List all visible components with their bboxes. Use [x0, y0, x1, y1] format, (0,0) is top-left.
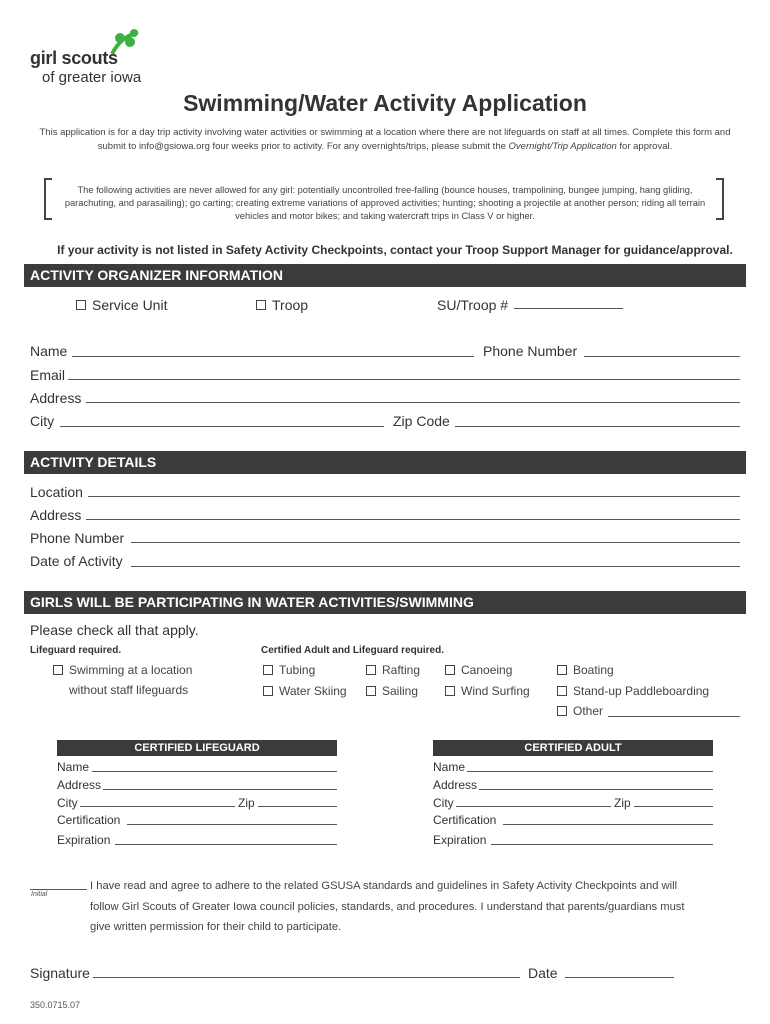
adult-address-label: Address — [433, 778, 478, 792]
organizer-zip-label: Zip Code — [393, 413, 450, 429]
details-address-label: Address — [30, 507, 82, 523]
boating-option[interactable]: Boating — [557, 663, 614, 677]
contact-note: If your activity is not listed in Safety Activity Checkpoints, contact your Troop Support Manager for guidance/approval. — [57, 243, 733, 257]
organizer-address-field[interactable] — [86, 402, 740, 403]
organizer-zip-field[interactable] — [455, 426, 740, 427]
sailing-option[interactable]: Sailing — [366, 684, 418, 698]
lifeguard-expiration-field[interactable] — [115, 844, 337, 845]
swimming-option[interactable]: Swimming at a location — [53, 663, 192, 677]
form-number: 350.0715.07 — [30, 1000, 81, 1010]
signature-label: Signature — [30, 965, 90, 981]
agreement-line2: follow Girl Scouts of Greater Iowa council policies, standards, and procedures. I understand that parents/guardians must — [90, 901, 685, 913]
tubing-option[interactable]: Tubing — [263, 663, 315, 677]
adult-certification-field[interactable] — [503, 824, 713, 825]
agreement-line1: I have read and agree to adhere to the related GSUSA standards and guidelines in Safety Activity Checkpoints and will — [90, 880, 678, 892]
lifeguard-certification-field[interactable] — [127, 824, 337, 825]
signature-field[interactable] — [93, 977, 520, 978]
organizer-city-label: City — [30, 413, 55, 429]
service-unit-checkbox[interactable] — [76, 300, 86, 310]
swimming-option-line2: without staff lifeguards — [69, 683, 189, 697]
organizer-address-label: Address — [30, 390, 82, 406]
organizer-name-field[interactable] — [72, 356, 474, 357]
adult-city-label: City — [433, 796, 454, 810]
lifeguard-city-label: City — [57, 796, 78, 810]
su-troop-field[interactable] — [514, 308, 623, 309]
lifeguard-expiration-label: Expiration — [57, 833, 111, 847]
sailing-checkbox[interactable] — [366, 686, 376, 696]
certified-required-heading: Certified Adult and Lifeguard required. — [261, 645, 444, 656]
notice-bracket-left — [44, 178, 52, 220]
troop-checkbox[interactable] — [256, 300, 266, 310]
water-skiing-option[interactable]: Water Skiing — [263, 684, 347, 698]
logo-line2: of greater iowa — [42, 69, 142, 86]
canoeing-checkbox[interactable] — [445, 665, 455, 675]
rafting-option[interactable]: Rafting — [366, 663, 420, 677]
agreement-line3: give written permission for their child to participate. — [90, 921, 342, 933]
adult-expiration-label: Expiration — [433, 833, 487, 847]
certified-lifeguard-header: CERTIFIED LIFEGUARD — [57, 740, 337, 756]
adult-name-label: Name — [433, 760, 466, 774]
wind-surfing-checkbox[interactable] — [445, 686, 455, 696]
details-address-field[interactable] — [86, 519, 740, 520]
date-label: Date — [528, 965, 558, 981]
lifeguard-city-field[interactable] — [80, 806, 235, 807]
tubing-checkbox[interactable] — [263, 665, 273, 675]
details-section-header: ACTIVITY DETAILS — [24, 451, 746, 474]
su-troop-label: SU/Troop # — [437, 297, 509, 313]
organizer-city-field[interactable] — [60, 426, 384, 427]
details-location-field[interactable] — [88, 496, 740, 497]
initial-field[interactable] — [30, 889, 87, 890]
wind-surfing-option[interactable]: Wind Surfing — [445, 684, 530, 698]
logo-line1: girl scouts — [30, 48, 118, 68]
lifeguard-name-field[interactable] — [92, 771, 337, 772]
organizer-name-label: Name — [30, 343, 68, 359]
swimming-checkbox[interactable] — [53, 665, 63, 675]
organizer-email-field[interactable] — [68, 379, 740, 380]
lifeguard-certification-label: Certification — [57, 813, 121, 827]
details-date-label: Date of Activity — [30, 553, 123, 569]
girls-section-header: GIRLS WILL BE PARTICIPATING IN WATER ACTIVITIES/SWIMMING — [24, 591, 746, 614]
notice-text: The following activities are never allowed for any girl: potentially uncontrolled free-falling (bounce houses, trampolining, bungee jumping, hang gliding, parachuting, and parasailing); go carting; creating extreme variations of approved activities; hunting; shooting a projectile at another person; riding all terrain vehicles and motor bikes; and taking watercraft trips in Class V or higher. — [64, 185, 706, 221]
paddleboarding-option[interactable]: Stand-up Paddleboarding — [557, 684, 709, 698]
other-field[interactable] — [608, 716, 740, 717]
organizer-section-header: ACTIVITY ORGANIZER INFORMATION — [24, 264, 746, 287]
intro-text: This application is for a day trip activity involving water activities or swimming at a location where there are not lifeguards on staff at all times. Complete this form and submit to info@gsiowa.org four weeks prior to activity. For any overnights/trips, please submit the Overnight/Trip Application for approval. — [39, 127, 731, 152]
lifeguard-address-field[interactable] — [103, 789, 337, 790]
troop-option[interactable]: Troop — [256, 297, 308, 313]
lifeguard-required-heading: Lifeguard required. — [30, 645, 122, 656]
logo — [30, 28, 170, 90]
adult-certification-label: Certification — [433, 813, 497, 827]
details-location-label: Location — [30, 484, 83, 500]
adult-zip-label: Zip — [614, 796, 631, 810]
check-all-instruction: Please check all that apply. — [30, 622, 199, 638]
details-date-field[interactable] — [131, 566, 740, 567]
certified-adult-header: CERTIFIED ADULT — [433, 740, 713, 756]
organizer-email-label: Email — [30, 367, 66, 383]
organizer-phone-label: Phone Number — [483, 343, 578, 359]
canoeing-option[interactable]: Canoeing — [445, 663, 512, 677]
adult-name-field[interactable] — [467, 771, 713, 772]
other-checkbox[interactable] — [557, 706, 567, 716]
boating-checkbox[interactable] — [557, 665, 567, 675]
water-skiing-checkbox[interactable] — [263, 686, 273, 696]
organizer-phone-field[interactable] — [584, 356, 740, 357]
page-title: Swimming/Water Activity Application — [183, 90, 587, 116]
lifeguard-address-label: Address — [57, 778, 102, 792]
date-field[interactable] — [565, 977, 674, 978]
service-unit-option[interactable]: Service Unit — [76, 297, 167, 313]
initial-label: Initial — [31, 891, 48, 898]
adult-city-field[interactable] — [456, 806, 611, 807]
details-phone-label: Phone Number — [30, 530, 125, 546]
notice-bracket-right — [716, 178, 724, 220]
adult-expiration-field[interactable] — [491, 844, 713, 845]
lifeguard-zip-label: Zip — [238, 796, 255, 810]
other-option[interactable]: Other — [557, 704, 603, 718]
adult-zip-field[interactable] — [634, 806, 713, 807]
paddleboarding-checkbox[interactable] — [557, 686, 567, 696]
adult-address-field[interactable] — [479, 789, 713, 790]
rafting-checkbox[interactable] — [366, 665, 376, 675]
lifeguard-zip-field[interactable] — [258, 806, 337, 807]
details-phone-field[interactable] — [131, 542, 740, 543]
lifeguard-name-label: Name — [57, 760, 90, 774]
